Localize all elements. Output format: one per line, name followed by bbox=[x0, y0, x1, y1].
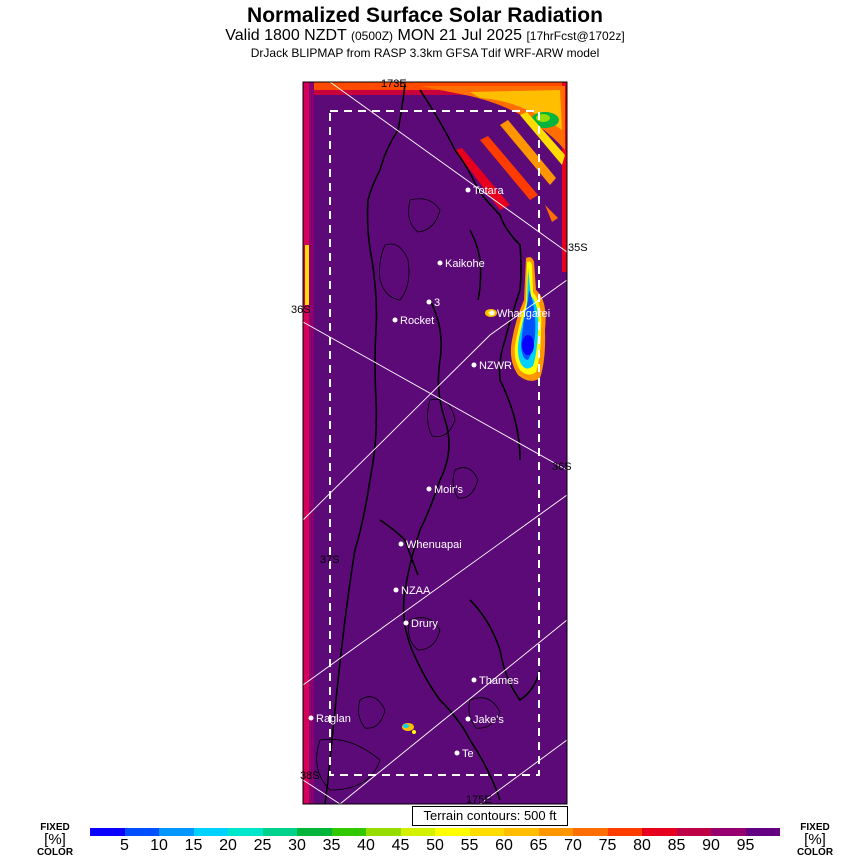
colorbar-tick-label: 20 bbox=[219, 837, 237, 854]
color-swatch bbox=[573, 828, 608, 836]
place-moirs: Moir's bbox=[434, 484, 463, 496]
colorbar-tick-label: 60 bbox=[495, 837, 513, 854]
color-swatch bbox=[677, 828, 712, 836]
label-175e: 175E bbox=[466, 794, 492, 806]
label-36s-left: 36S bbox=[291, 304, 311, 316]
color-swatch bbox=[332, 828, 367, 836]
color-swatch bbox=[263, 828, 298, 836]
color-swatch bbox=[470, 828, 505, 836]
colorbar-tick-label: 35 bbox=[322, 837, 341, 854]
colorbar-tick-label: 5 bbox=[120, 837, 129, 854]
colorbar-tick-label: 70 bbox=[564, 837, 582, 854]
valid-zulu: (0500Z) bbox=[351, 29, 394, 43]
colorbar-tick-label: 15 bbox=[184, 837, 203, 854]
fixed-text: FIXED bbox=[800, 822, 830, 833]
color-swatch bbox=[435, 828, 470, 836]
colorbar-tick-label: 90 bbox=[702, 837, 720, 854]
colorbar-left-label bbox=[30, 822, 80, 858]
place-totara: Totara bbox=[473, 185, 504, 197]
colorbar-tick-label: 55 bbox=[460, 837, 479, 854]
color-swatch bbox=[159, 828, 194, 836]
chart-title: Normalized Surface Solar Radiation bbox=[247, 4, 603, 27]
color-swatch bbox=[297, 828, 332, 836]
place-nzaa: NZAA bbox=[401, 585, 431, 597]
color-swatch bbox=[401, 828, 436, 836]
color-swatch bbox=[504, 828, 539, 836]
label-36s-right: 36S bbox=[552, 461, 572, 473]
color-swatch bbox=[608, 828, 643, 836]
colorbar-tick-label: 30 bbox=[288, 837, 306, 854]
color-swatch bbox=[366, 828, 401, 836]
colorbar-tick-label: 10 bbox=[150, 837, 168, 854]
color-scale-ticks bbox=[90, 837, 780, 857]
colorbar-tick-label: 85 bbox=[667, 837, 686, 854]
colorbar-tick-label: 25 bbox=[253, 837, 272, 854]
fixed-text: FIXED bbox=[40, 822, 70, 833]
color-scale-bar bbox=[90, 828, 780, 836]
valid-date: MON 21 Jul 2025 bbox=[397, 27, 522, 44]
label-173e: 173E bbox=[381, 78, 407, 90]
place-3: 3 bbox=[434, 297, 441, 309]
place-thames: Thames bbox=[479, 675, 519, 687]
place-raglan: Raglan bbox=[316, 713, 351, 725]
colorbar-tick-label: 95 bbox=[736, 837, 755, 854]
model-line: DrJack BLIPMAP from RASP 3.3km GFSA Tdif WRF-ARW model bbox=[250, 46, 600, 60]
color-text: COLOR bbox=[36, 847, 74, 858]
percent-unit: [%] bbox=[44, 831, 66, 848]
valid-prefix: Valid 1800 NZDT bbox=[225, 27, 347, 44]
place-rocket: Rocket bbox=[400, 315, 435, 327]
color-swatch bbox=[539, 828, 574, 836]
colorbar-tick-label: 40 bbox=[357, 837, 375, 854]
forecast-info: [17hrFcst@1702z] bbox=[526, 29, 625, 43]
percent-unit: [%] bbox=[804, 831, 826, 848]
place-jakes: Jake's bbox=[473, 714, 504, 726]
label-37s: 37S bbox=[320, 554, 340, 566]
label-35s: 35S bbox=[568, 242, 588, 254]
place-whangarei: Whangarei bbox=[497, 308, 551, 320]
place-whenuapai: Whenuapai bbox=[406, 539, 462, 551]
color-swatch bbox=[228, 828, 263, 836]
color-swatch bbox=[194, 828, 229, 836]
colorbar-tick-label: 80 bbox=[633, 837, 651, 854]
colorbar-tick-label: 50 bbox=[426, 837, 444, 854]
colorbar-tick-label: 65 bbox=[529, 837, 548, 854]
color-swatch bbox=[711, 828, 746, 836]
color-swatch bbox=[125, 828, 160, 836]
colorbar-right-label bbox=[790, 822, 840, 858]
label-38s: 38S bbox=[300, 770, 320, 782]
place-nzwr: NZWR bbox=[479, 360, 512, 372]
color-text: COLOR bbox=[796, 847, 834, 858]
color-swatch bbox=[90, 828, 125, 836]
color-swatch bbox=[746, 828, 781, 836]
terrain-contours-note: Terrain contours: 500 ft bbox=[412, 806, 568, 826]
place-kaikohe: Kaikohe bbox=[445, 258, 485, 270]
place-drury: Drury bbox=[411, 618, 438, 630]
colorbar-tick-label: 75 bbox=[598, 837, 617, 854]
color-swatch bbox=[642, 828, 677, 836]
place-te: Te bbox=[462, 748, 474, 760]
colorbar-tick-label: 45 bbox=[391, 837, 410, 854]
